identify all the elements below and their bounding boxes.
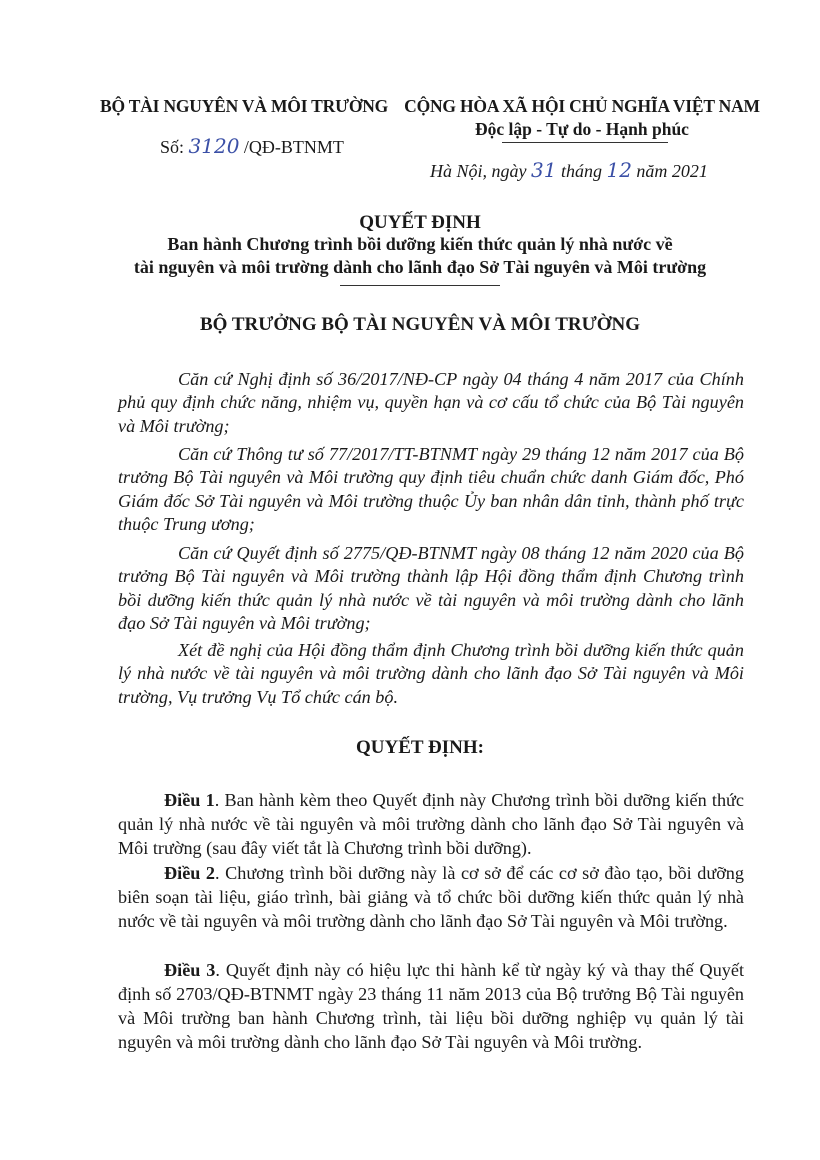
document-number-suffix: /QĐ-BTNMT	[243, 137, 344, 157]
article-3-text: . Quyết định này có hiệu lực thi hành kể từ ngày ký và thay thế Quyết định số 2703/QĐ-BTNMT ngày 23 tháng 11 năm 2013 của Bộ trưởng Bộ Tài nguyên và Môi trường ban hành Chương trình, tài liệu bồi dưỡng nghiệp vụ quản lý tài nguyên và môi trường dành cho lãnh đạo Sở Tài nguyên và Môi trường.	[118, 960, 745, 1052]
article-2-text: . Chương trình bồi dưỡng này là cơ sở để các cơ sở đào tạo, bồi dưỡng biên soạn tài liệu, giáo trình, bài giảng và tổ chức bồi dưỡng kiến thức quản lý nhà nước về tài nguyên và môi trường dành cho lãnh đạo Sở Tài nguyên và Môi trường.	[118, 863, 744, 931]
document-subtitle-line1: Ban hành Chương trình bồi dưỡng kiến thức quản lý nhà nước về	[167, 234, 673, 254]
preamble-paragraph: Căn cứ Quyết định số 2775/QĐ-BTNMT ngày 08 tháng 12 năm 2020 của Bộ trưởng Bộ Tài nguyên và Môi trường thành lập Hội đồng thẩm định Chương trình bồi dưỡng kiến thức quản lý nhà nước về tài nguyên và môi trường dành cho lãnh đạo Sở Tài nguyên và Môi trường;	[118, 543, 744, 633]
issue-date-place: Hà Nội, ngày	[430, 161, 527, 181]
issue-date-month-label: tháng	[560, 161, 602, 181]
document-number	[160, 134, 344, 158]
preamble-paragraph: Căn cứ Thông tư số 77/2017/TT-BTNMT ngày 29 tháng 12 năm 2017 của Bộ trưởng Bộ Tài nguyên và Môi trường quy định tiêu chuẩn chức danh Giám đốc, Phó Giám đốc Sở Tài nguyên và Môi trường thuộc Ủy ban nhân dân tỉnh, thành phố trực thuộc Trung ương;	[118, 444, 744, 534]
document-number-prefix: Số:	[160, 137, 185, 157]
issuing-authority: BỘ TRƯỞNG BỘ TÀI NGUYÊN VÀ MÔI TRƯỜNG	[199, 314, 641, 335]
motto-underline	[502, 142, 668, 143]
preamble-paragraph: Xét đề nghị của Hội đồng thẩm định Chương trình bồi dưỡng kiến thức quản lý nhà nước về tài nguyên và môi trường dành cho lãnh đạo Sở Tài nguyên và Môi trường, Vụ trưởng Vụ Tổ chức cán bộ.	[118, 640, 744, 707]
issuing-agency: BỘ TÀI NGUYÊN VÀ MÔI TRƯỜNG	[100, 96, 389, 116]
article-2	[118, 861, 744, 933]
title-underline	[340, 285, 500, 286]
issue-date-year: năm 2021	[636, 161, 708, 181]
article-3-label: Điều 3	[164, 960, 216, 980]
national-motto: Độc lập - Tự do - Hạnh phúc	[475, 119, 689, 139]
preamble-paragraph: Căn cứ Nghị định số 36/2017/NĐ-CP ngày 04 tháng 4 năm 2017 của Chính phủ quy định chức năng, nhiệm vụ, quyền hạn và cơ cấu tổ chức của Bộ Tài nguyên và Môi trường;	[118, 369, 744, 436]
document-number-handwritten: 3120	[188, 134, 240, 158]
decision-heading: QUYẾT ĐỊNH:	[356, 737, 484, 758]
article-1-text: . Ban hành kèm theo Quyết định này Chương trình bồi dưỡng kiến thức quản lý nhà nước về tài nguyên và môi trường dành cho lãnh đạo Sở Tài nguyên và Môi trường (sau đây viết tắt là Chương trình bồi dưỡng).	[118, 790, 744, 858]
issue-date-day: 31	[531, 158, 557, 182]
issue-date	[430, 158, 708, 182]
issue-date-month: 12	[606, 158, 632, 182]
article-3	[118, 958, 744, 1054]
document-subtitle-line2: tài nguyên và môi trường dành cho lãnh đạo Sở Tài nguyên và Môi trường	[133, 257, 707, 277]
national-title: CỘNG HÒA XÃ HỘI CHỦ NGHĨA VIỆT NAM	[404, 96, 760, 116]
article-1-label: Điều 1	[164, 790, 215, 810]
article-2-label: Điều 2	[164, 863, 216, 883]
document-title: QUYẾT ĐỊNH	[359, 212, 481, 233]
article-1	[118, 788, 744, 860]
